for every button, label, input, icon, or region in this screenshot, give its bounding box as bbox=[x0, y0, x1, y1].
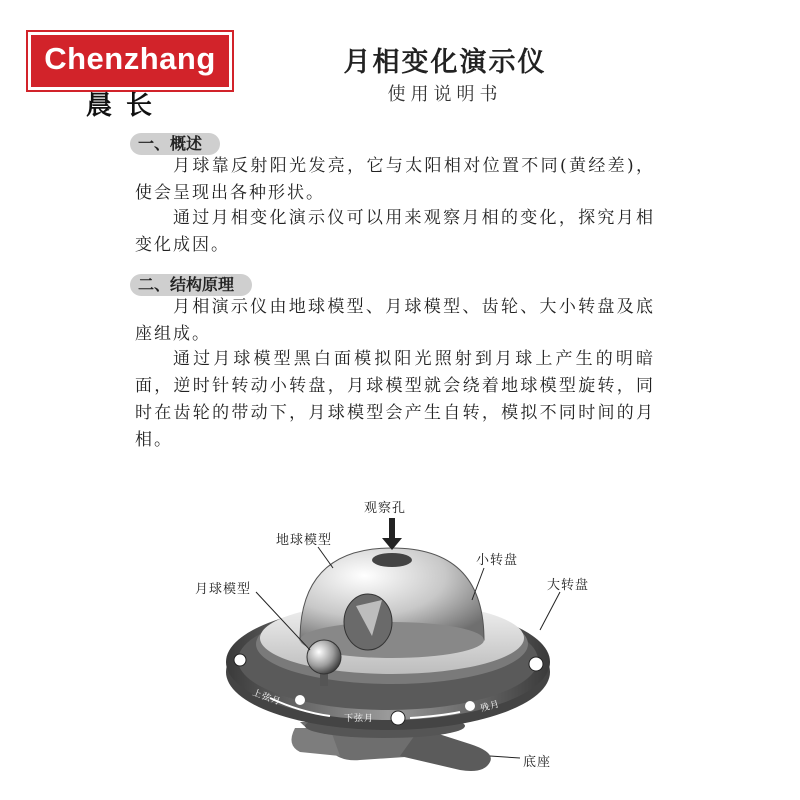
observation-hole bbox=[372, 553, 412, 567]
dial-text-right: 残月 bbox=[479, 699, 502, 715]
large-turntable-label: 大转盘 bbox=[547, 578, 590, 593]
overview-paragraph-2: 通过月相变化演示仪可以用来观察月相的变化，探究月相变化成因。 bbox=[135, 208, 655, 255]
dial-text-front: 下弦月 bbox=[344, 714, 375, 724]
document-title: 月相变化演示仪 bbox=[343, 47, 547, 78]
section-heading-overview: 一、概述 bbox=[130, 133, 220, 155]
brand-logo-text: Chenzhang bbox=[44, 41, 216, 76]
observation-arrow bbox=[382, 518, 402, 550]
small-turntable-label: 小转盘 bbox=[476, 553, 519, 568]
dial-text-left: 上弦月 bbox=[250, 688, 283, 708]
document-subtitle: 使用说明书 bbox=[387, 84, 503, 105]
moon-model-label: 月球模型 bbox=[195, 582, 252, 597]
section-heading-structure: 二、结构原理 bbox=[130, 274, 252, 296]
brand-chinese-name: 晨长 bbox=[86, 91, 167, 121]
earth-model-label: 地球模型 bbox=[276, 533, 333, 548]
observation-hole-label: 观察孔 bbox=[364, 501, 407, 516]
structure-paragraph-1: 月相演示仪由地球模型、月球模型、齿轮、大小转盘及底座组成。 bbox=[135, 297, 655, 344]
base-label: 底座 bbox=[523, 755, 552, 770]
overview-paragraph-1: 月球靠反射阳光发亮，它与太阳相对位置不同(黄经差)，使会呈现出各种形状。 bbox=[135, 156, 655, 203]
structure-paragraph-2: 通过月球模型黑白面模拟阳光照射到月球上产生的明暗面，逆时针转动小转盘，月球模型就会绕着地球模型旋转，同时在齿轮的带动下，月球模型会产生自转，模拟不同时间的月相。 bbox=[135, 349, 655, 450]
